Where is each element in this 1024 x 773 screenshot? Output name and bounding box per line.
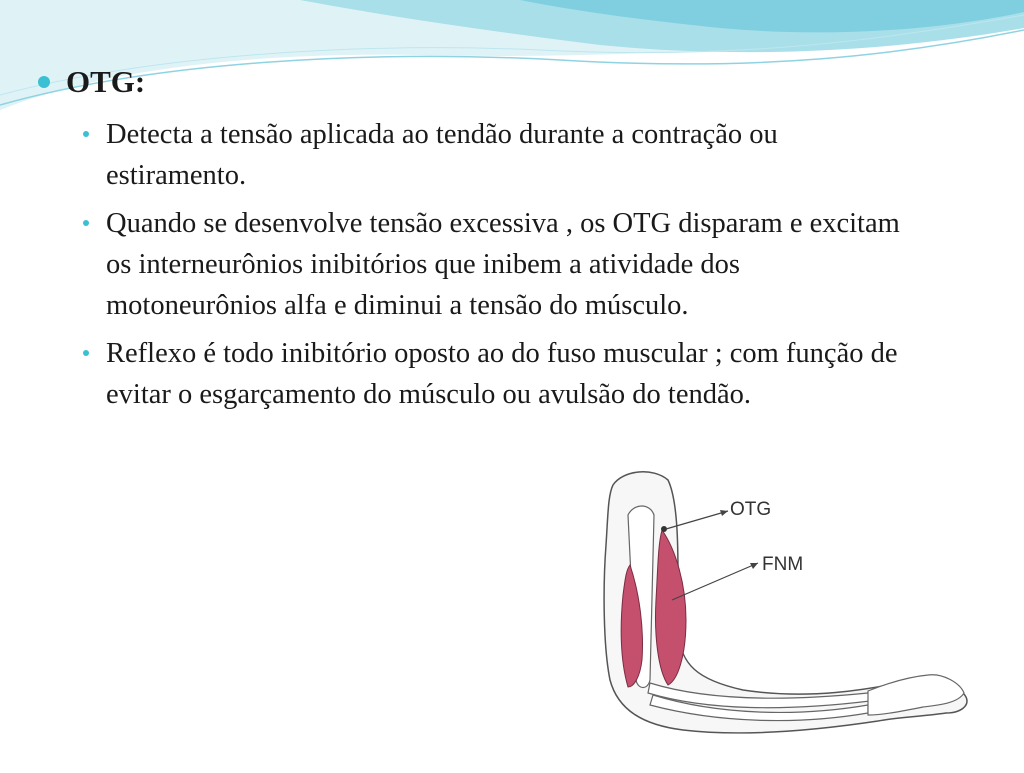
bullet-icon <box>83 220 89 226</box>
biceps-muscle <box>656 530 687 685</box>
title-row <box>38 64 145 100</box>
arm-illustration <box>568 455 984 768</box>
arm-anatomy-figure <box>568 455 984 768</box>
list-item <box>80 114 910 196</box>
fnm-pointer <box>672 563 758 600</box>
list-item <box>80 203 910 326</box>
slide-title: OTG: <box>66 64 146 99</box>
bullet-icon <box>83 131 89 137</box>
bullet-list <box>80 114 910 422</box>
bullet-text: Reflexo é todo inibitório oposto ao do fuso muscular ; com função de evitar o esgarçamento do músculo ou avulsão do tendão. <box>106 338 898 410</box>
list-item <box>80 333 910 415</box>
bullet-icon <box>83 350 89 356</box>
bullet-text: Quando se desenvolve tensão excessiva , os OTG disparam e excitam os interneurônios inibitórios que inibem a atividade dos motoneurônios alfa e diminui a tensão do músculo. <box>106 208 900 321</box>
title-bullet-icon <box>38 76 50 88</box>
fnm-label: FNM <box>762 554 804 575</box>
otg-label: OTG <box>730 499 772 520</box>
bullet-text: Detecta a tensão aplicada ao tendão durante a contração ou estiramento. <box>106 119 778 191</box>
